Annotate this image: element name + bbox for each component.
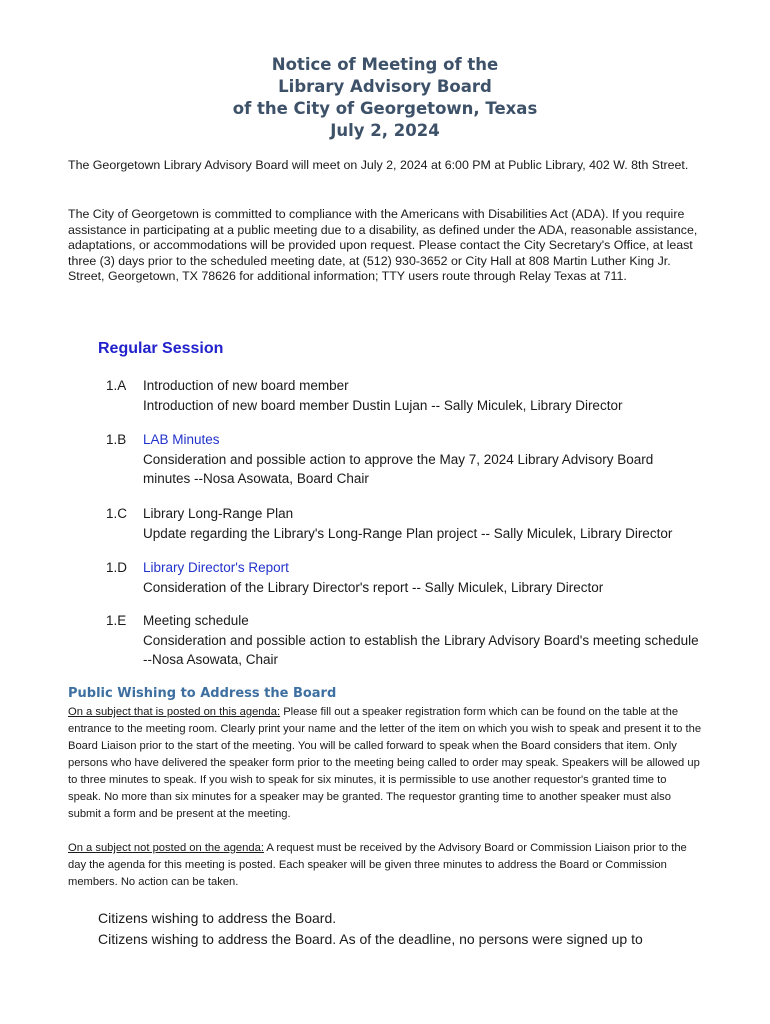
meeting-notice-title bbox=[0, 54, 770, 142]
item-title-link[interactable]: LAB Minutes bbox=[143, 432, 220, 447]
item-description: Consideration of the Library Director's report -- Sally Miculek, Library Director bbox=[143, 579, 604, 595]
item-description: Update regarding the Library's Long-Range Plan project -- Sally Miculek, Library Director bbox=[143, 525, 673, 541]
citizens-line-2: Citizens wishing to address the Board. As of the deadline, no persons were signed up to bbox=[98, 931, 643, 947]
item-title-link[interactable]: Library Director's Report bbox=[143, 560, 289, 575]
item-number: 1.C bbox=[106, 506, 128, 521]
unposted-subject-paragraph bbox=[68, 840, 702, 891]
unposted-subject-label: On a subject not posted on the agenda: bbox=[68, 842, 264, 854]
posted-subject-paragraph bbox=[68, 704, 702, 823]
title-line-1: Notice of Meeting of the bbox=[271, 55, 499, 74]
item-description: Consideration and possible action to establish the Library Advisory Board's meeting schedule --Nosa Asowata, Chair bbox=[143, 632, 699, 667]
item-title: Library Long-Range Plan bbox=[143, 506, 294, 521]
item-number: 1.B bbox=[106, 432, 127, 447]
item-number: 1.A bbox=[106, 378, 127, 393]
item-number: 1.E bbox=[106, 613, 127, 628]
citizens-line-1: Citizens wishing to address the Board. bbox=[98, 910, 337, 926]
title-line-3: of the City of Georgetown, Texas bbox=[232, 99, 538, 118]
regular-session-heading: Regular Session bbox=[98, 340, 224, 357]
public-wishing-heading: Public Wishing to Address the Board bbox=[68, 686, 337, 701]
meeting-intro: The Georgetown Library Advisory Board will meet on July 2, 2024 at 6:00 PM at Public Library, 402 W. 8th Street. bbox=[68, 158, 689, 172]
posted-subject-text: Please fill out a speaker registration form which can be found on the table at the entrance to the meeting room. Clearly print your name and the letter of the item on which you wish to speak and present it to the Board Liaison prior to the start of the meeting. You will be called forward to speak when the Board considers that item. Only persons who have delivered the speaker form prior to the meeting being called to order may speak. Speakers will be allowed up to three minutes to speak. If you wish to speak for six minutes, it is permissible to use another requestor's granted time to speak. No more than six minutes for a speaker may be granted. The requestor granting time to another speaker must also submit a form and be present at the meeting. bbox=[68, 706, 702, 820]
item-number: 1.D bbox=[106, 560, 128, 575]
ada-statement: The City of Georgetown is committed to compliance with the Americans with Disabilities Act (ADA). If you require assistance in participating at a public meeting due to a disability, as defined under the ADA, reasonable assistance, adaptations, or accommodations will be provided upon request. Please contact the City Secretary's Office, at least three (3) days prior to the scheduled meeting date, at (512) 930-3652 or City Hall at 808 Martin Luther King Jr. Street, Georgetown, TX 78626 for additional information; TTY users route through Relay Texas at 711. bbox=[68, 207, 698, 284]
posted-subject-label: On a subject that is posted on this agenda: bbox=[68, 706, 281, 718]
unposted-subject-text: A request must be received by the Advisory Board or Commission Liaison prior to the day the agenda for this meeting is posted. Each speaker will be given three minutes to address the Board or Commission members. No action can be taken. bbox=[68, 842, 687, 888]
item-title: Introduction of new board member bbox=[143, 378, 349, 393]
item-description: Consideration and possible action to approve the May 7, 2024 Library Advisory Board minutes --Nosa Asowata, Board Chair bbox=[143, 451, 654, 486]
title-date: July 2, 2024 bbox=[330, 121, 440, 140]
item-title: Meeting schedule bbox=[143, 613, 249, 628]
item-description: Introduction of new board member Dustin Lujan -- Sally Miculek, Library Director bbox=[143, 397, 623, 413]
title-line-2: Library Advisory Board bbox=[278, 77, 492, 96]
